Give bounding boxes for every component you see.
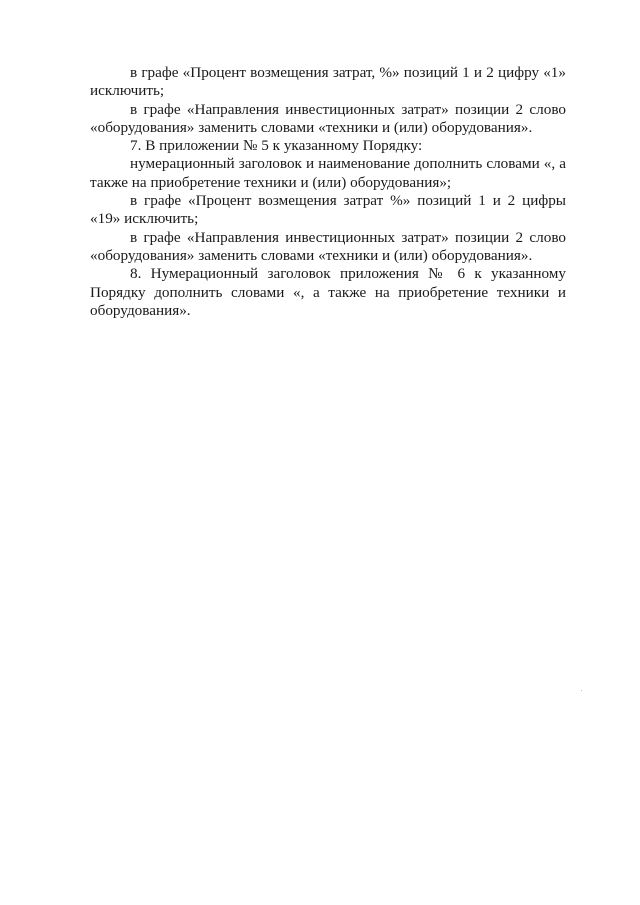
paragraph-item-8-appendix-6: 8. Нумерационный заголовок приложения № 6 к указанному Порядку дополнить словами «, а также на приобретение техники и оборудования». bbox=[90, 265, 566, 319]
paragraph-heading-addition: нумерационный заголовок и наименование дополнить словами «, а также на приобретение техники и (или) оборудования»; bbox=[90, 155, 566, 191]
document-body bbox=[90, 64, 566, 320]
paragraph-item-7-appendix-5: 7. В приложении № 5 к указанному Порядку: bbox=[130, 137, 423, 155]
paragraph-column-percent-item-1-2: в графе «Процент возмещения затрат, %» позиций 1 и 2 цифру «1» исключить; bbox=[90, 64, 566, 100]
paragraph-column-percent-item-1-2-digits-19: в графе «Процент возмещения затрат %» позиций 1 и 2 цифры «19» исключить; bbox=[90, 192, 566, 228]
paragraph-column-directions-item-2-second: в графе «Направления инвестиционных затрат» позиции 2 слово «оборудования» заменить словами «техники и (или) оборудования». bbox=[90, 228, 566, 264]
paragraph-column-directions-item-2: в графе «Направления инвестиционных затрат» позиции 2 слово «оборудования» заменить словами «техники и (или) оборудования». bbox=[90, 100, 566, 136]
scan-speck bbox=[581, 690, 582, 691]
